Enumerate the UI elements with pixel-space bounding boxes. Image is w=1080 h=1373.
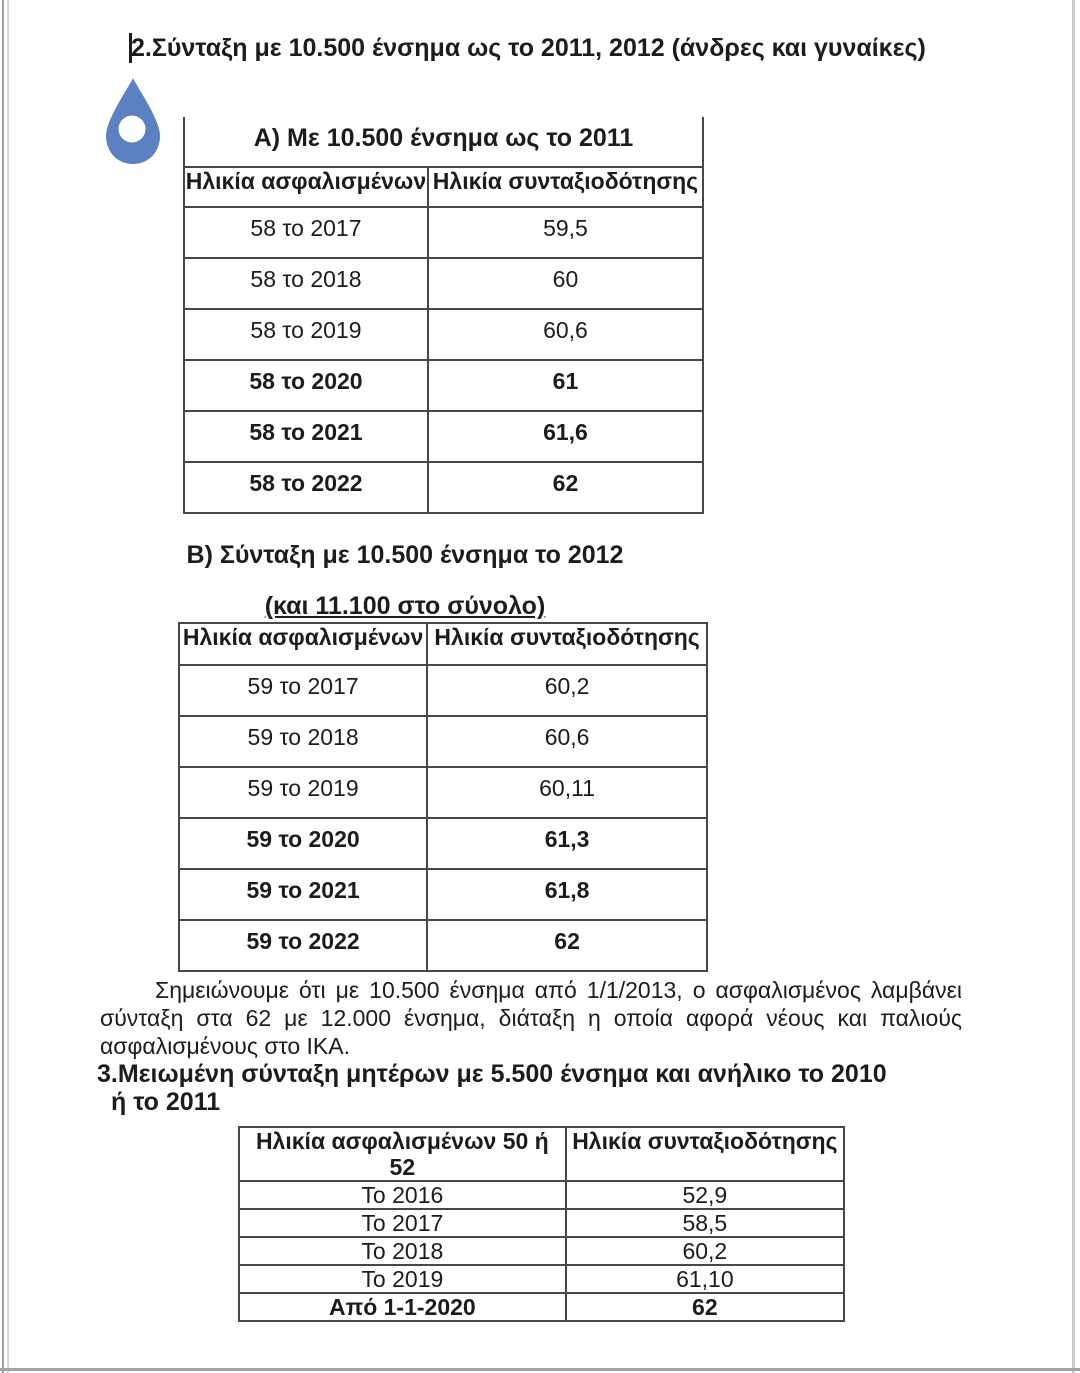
table-b-subtitle: (και 11.100 στο σύνολο) (264, 592, 546, 620)
retirement-age-cell: 60 (428, 258, 703, 309)
retirement-age-cell: 62 (428, 462, 703, 513)
table-row (239, 1265, 844, 1293)
table-c-header-row (239, 1127, 844, 1181)
retirement-age-cell: 60,11 (427, 767, 707, 818)
water-drop-icon (103, 77, 163, 165)
retirement-age-cell: 62 (427, 920, 707, 971)
scan-edge-bottom (0, 1368, 1080, 1371)
insured-age-cell: 58 το 2021 (184, 411, 428, 462)
insured-age-cell: Το 2018 (239, 1237, 566, 1265)
table-row (239, 1237, 844, 1265)
table-a (183, 117, 704, 514)
table-row (179, 818, 707, 869)
table-row (179, 767, 707, 818)
insured-age-cell: Το 2017 (239, 1209, 566, 1237)
table-row (239, 1209, 844, 1237)
column-header-insured-age: Ηλικία ασφαλισμένων (184, 167, 428, 207)
table-row (179, 920, 707, 971)
table-row (184, 309, 703, 360)
table-row (184, 411, 703, 462)
insured-age-cell: 58 το 2022 (184, 462, 428, 513)
column-header-retirement-age: Ηλικία συνταξιοδότησης (428, 167, 703, 207)
retirement-age-cell: 61 (428, 360, 703, 411)
section-3-heading (97, 1060, 977, 1116)
table-row (239, 1181, 844, 1209)
table-c (238, 1126, 845, 1322)
table-row (184, 462, 703, 513)
table-row (239, 1293, 844, 1321)
scan-edge-right (1072, 0, 1075, 1373)
retirement-age-cell: 60,6 (428, 309, 703, 360)
note-paragraph (100, 976, 962, 1060)
section-3-heading-line1: 3.Μειωμένη σύνταξη μητέρων με 5.500 ένσημα και ανήλικο το 2010 (97, 1060, 887, 1088)
column-header-retirement-age: Ηλικία συνταξιοδότησης (566, 1127, 844, 1181)
retirement-age-cell: 61,8 (427, 869, 707, 920)
table-b-title: Β) Σύνταξη με 10.500 ένσημα το 2012 (186, 541, 624, 569)
insured-age-cell: 58 το 2020 (184, 360, 428, 411)
table-b (178, 622, 708, 972)
insured-age-cell: 59 το 2021 (179, 869, 427, 920)
insured-age-cell: Το 2019 (239, 1265, 566, 1293)
table-a-header-row (184, 167, 703, 207)
table-row (184, 207, 703, 258)
retirement-age-cell: 61,3 (427, 818, 707, 869)
table-row (179, 665, 707, 716)
note-line: σύνταξη στα 62 με 12.000 ένσημα, διάταξη η οποία αφορά νέους και παλιούς (100, 1005, 962, 1031)
retirement-age-cell: 60,2 (427, 665, 707, 716)
retirement-age-cell: 60,6 (427, 716, 707, 767)
note-line: ασφαλισμένους στο ΙΚΑ. (100, 1033, 350, 1059)
scan-edge-left (2, 0, 4, 1373)
retirement-age-cell: 52,9 (566, 1181, 844, 1209)
table-row (184, 360, 703, 411)
note-line: Σημειώνουμε ότι με 10.500 ένσημα από 1/1/2013, ο ασφαλισμένος λαμβάνει (155, 977, 962, 1003)
table-a-title: Α) Με 10.500 ένσημα ως το 2011 (184, 117, 703, 167)
table-row (184, 258, 703, 309)
insured-age-cell: 59 το 2018 (179, 716, 427, 767)
insured-age-cell: 59 το 2017 (179, 665, 427, 716)
section-3-heading-line2: ή το 2011 (111, 1088, 221, 1116)
insured-age-cell: 58 το 2018 (184, 258, 428, 309)
insured-age-cell: Το 2016 (239, 1181, 566, 1209)
column-header-insured-age: Ηλικία ασφαλισμένων (179, 623, 427, 665)
retirement-age-cell: 59,5 (428, 207, 703, 258)
insured-age-cell: 59 το 2020 (179, 818, 427, 869)
insured-age-cell: 58 το 2019 (184, 309, 428, 360)
insured-age-cell: Από 1-1-2020 (239, 1293, 566, 1321)
insured-age-cell: 59 το 2019 (179, 767, 427, 818)
insured-age-cell: 59 το 2022 (179, 920, 427, 971)
retirement-age-cell: 61,10 (566, 1265, 844, 1293)
retirement-age-cell: 61,6 (428, 411, 703, 462)
column-header-insured-age-50-52: Ηλικία ασφαλισμένων 50 ή 52 (239, 1127, 566, 1181)
insured-age-cell: 58 το 2017 (184, 207, 428, 258)
retirement-age-cell: 60,2 (566, 1237, 844, 1265)
column-header-retirement-age: Ηλικία συνταξιοδότησης (427, 623, 707, 665)
table-a-title-row (184, 117, 703, 167)
retirement-age-cell: 58,5 (566, 1209, 844, 1237)
table-row (179, 716, 707, 767)
scan-edge-left-light (7, 0, 9, 1373)
table-row (179, 869, 707, 920)
retirement-age-cell: 62 (566, 1293, 844, 1321)
table-b-header-row (179, 623, 707, 665)
section-2-heading: 2.Σύνταξη με 10.500 ένσημα ως το 2011, 2012 (άνδρες και γυναίκες) (131, 34, 926, 62)
